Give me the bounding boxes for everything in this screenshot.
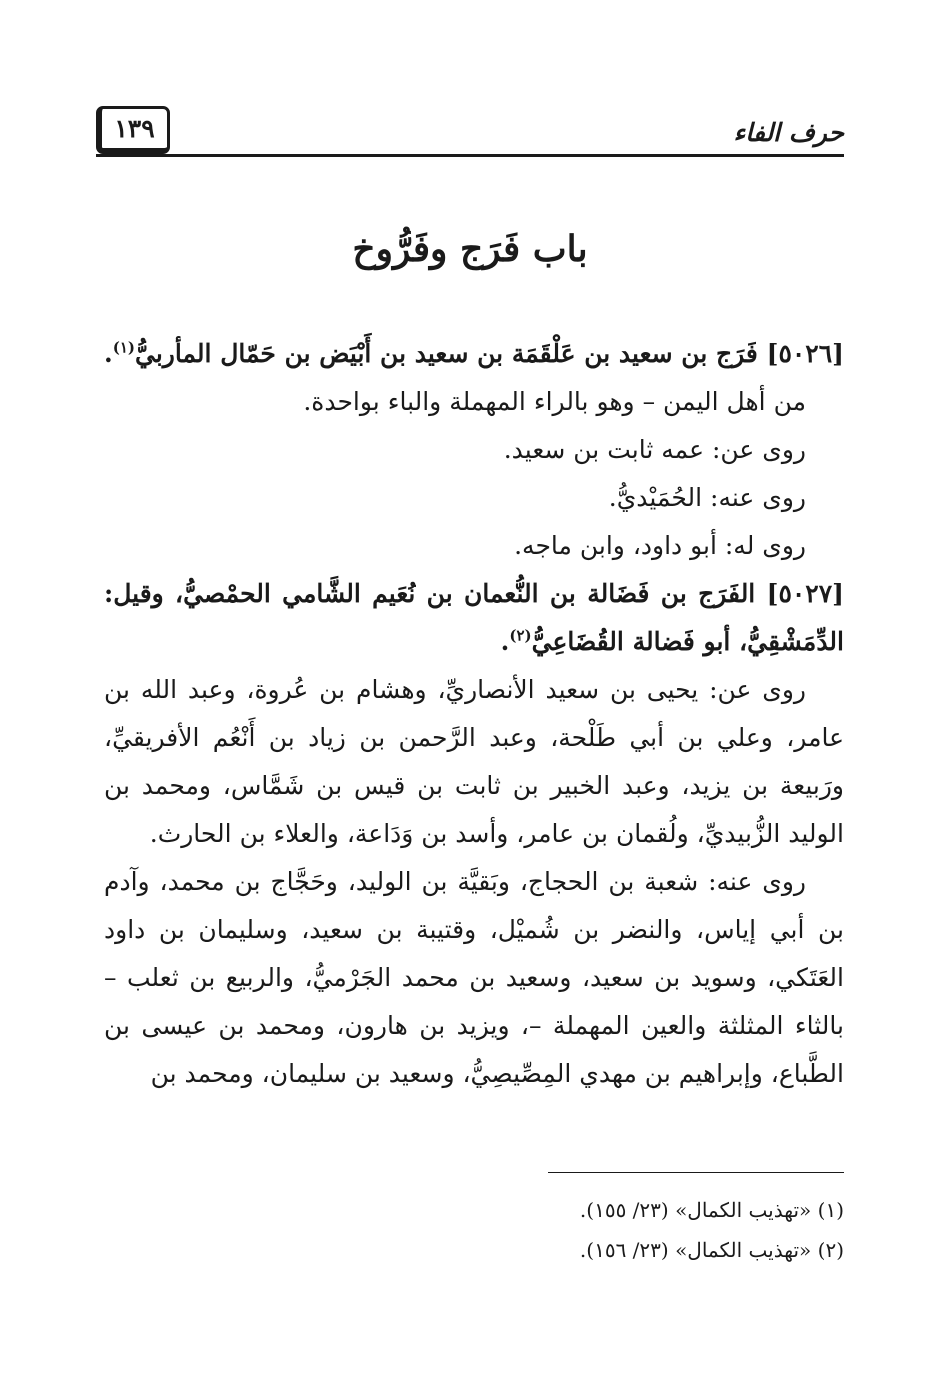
- footnote-2: (٢) «تهذيب الكمال» (٢٣/ ١٥٦).: [579, 1238, 844, 1262]
- entry-5026-narrated-from: روى عن: عمه ثابت بن سعيد.: [503, 435, 806, 464]
- footnote-ref-2: (٢): [509, 626, 532, 645]
- footnotes: [104, 1190, 844, 1270]
- entry-5027-id: [٥٠٢٧]: [766, 579, 844, 608]
- page-body: [104, 330, 844, 1098]
- entry-5027-narrated-from: روى عن: يحيى بن سعيد الأنصاريِّ، وهشام بن عُروة، وعبد الله بن عامر، وعلي بن أبي طَلْحة، وعبد الرَّحمن بن زياد بن أَنْعُم الأفريقيِّ، ورَبيعة بن يزيد، وعبد الخبير بن ثابت بن قيس بن شَمَّاس، ومحمد بن الوليد الزُّبيديِّ، ولُقمان بن عامر، وأسد بن وَدَاعة، والعلاء بن الحارث.: [104, 675, 844, 848]
- footnote-ref-1: (١): [112, 338, 135, 357]
- entry-5027-narrated-by: روى عنه: شعبة بن الحجاج، وبَقيَّة بن الوليد، وحَجَّاج بن محمد، وآدم بن أبي إياس، والنضر بن شُميْل، وقتيبة بن سعيد، وسليمان بن داود العَتَكي، وسويد بن سعيد، وسعيد بن محمد الجَرْميُّ، والربيع بن ثعلب – بالثاء المثلثة والعين المهملة –، ويزيد بن هارون، ومحمد بن عيسى بن الطَّباع، وإبراهيم بن مهدي المِصِّيصِيُّ، وسعيد بن سليمان، ومحمد بن: [104, 867, 844, 1088]
- footnote-rule: [548, 1172, 844, 1173]
- entry-5027-end: .: [500, 627, 510, 656]
- header-rule: [96, 154, 844, 157]
- entry-5026-reported-by: روى له: أبو داود، وابن ماجه.: [514, 531, 806, 560]
- entry-5026-heading: [104, 330, 844, 378]
- entry-5026-narrated-by: روى عنه: الحُمَيْديُّ.: [608, 483, 806, 512]
- running-head: حرف الفاء: [733, 118, 844, 147]
- entry-5026-name: فَرَج بن سعيد بن عَلْقَمَة بن سعيد بن أَبْيَض بن حَمّال المأربيُّ: [134, 339, 758, 368]
- entry-5027-name: الفَرَج بن فَضَالة بن النُّعمان بن نُعَيم الشَّامي الحمْصيُّ، وقيل: الدِّمَشْقِيُّ، أبو فَضالة القُضَاعِيُّ: [104, 579, 844, 656]
- entry-5026-origin: من أهل اليمن – وهو بالراء المهملة والباء بواحدة.: [303, 387, 806, 416]
- entry-5026-id: [٥٠٢٦]: [766, 339, 844, 368]
- chapter-title: باب فَرَج وفَرُّوخ: [352, 228, 588, 270]
- entry-5027-heading: [104, 570, 844, 666]
- footnote-1: (١) «تهذيب الكمال» (٢٣/ ١٥٥).: [579, 1198, 844, 1222]
- entry-5026-end: .: [103, 339, 113, 368]
- page-number: ١٣٩: [96, 106, 170, 154]
